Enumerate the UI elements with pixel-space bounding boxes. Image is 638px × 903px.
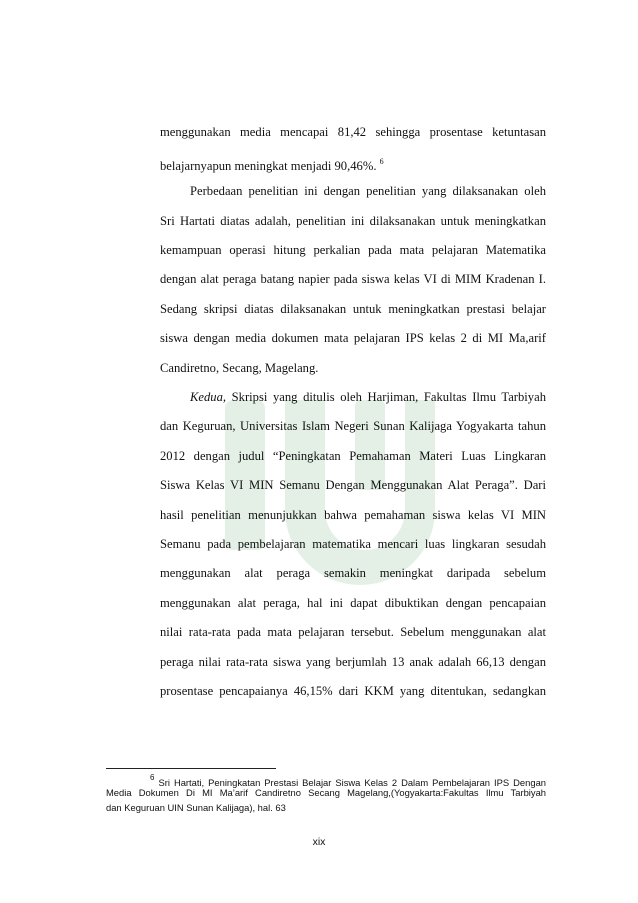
body-line-4: Sri Hartati diatas adalah, penelitian ini dilaksanakan untuk meningkatkan — [160, 214, 546, 228]
body-line-7: Sedang skripsi diatas dilaksanakan untuk meningkatkan prestasi belajar — [160, 302, 546, 316]
footnote-separator — [106, 768, 276, 769]
body-line-10: Kedua, Skripsi yang ditulis oleh Harjiman, Fakultas Ilmu Tarbiyah — [190, 390, 546, 404]
body-line-3: Perbedaan penelitian ini dengan penelitian yang dilaksanakan oleh — [190, 184, 546, 198]
body-line-14: hasil penelitian menunjukkan bahwa pemahaman siswa kelas VI MIN — [160, 508, 546, 522]
footnote-line-1: $^6$ Sri Hartati, Peningkatan Prestasi Belajar Siswa Kelas 2 Dalam Pembelajaran IPS Dengan — [150, 773, 546, 788]
body-line-20: prosentase pencapaianya 46,15% dari KKM yang ditentukan, sedangkan — [160, 684, 546, 698]
footnote-reference: 6 — [379, 157, 384, 166]
body-line-2: belajarnyapun meningkat menjadi 90,46%. $^6$ — [160, 157, 384, 173]
footnote-line-3: dan Keguruan UIN Sunan Kalijaga), hal. 63 — [106, 802, 286, 813]
body-line-12: 2012 dengan judul “Peningkatan Pemahaman Materi Luas Lingkaran — [160, 449, 546, 463]
body-line-18: nilai rata-rata pada mata pelajaran tersebut. Sebelum menggunakan alat — [160, 625, 546, 639]
body-line-6: dengan alat peraga batang napier pada siswa kelas VI di MIM Kradenan I. — [160, 272, 546, 286]
body-line-9: Candiretno, Secang, Magelang. — [160, 361, 319, 375]
page-number: xix — [312, 836, 326, 848]
body-line-13: Siswa Kelas VI MIN Semanu Dengan Menggunakan Alat Peraga”. Dari — [160, 478, 546, 492]
footnote-number: 6 — [150, 773, 155, 782]
body-line-15: Semanu pada pembelajaran matematika mencari luas lingkaran sesudah — [160, 537, 546, 551]
footnote-line-2: Media Dokumen Di MI Ma’arif Candiretno Secang Magelang,(Yogyakarta:Fakultas Ilmu Tarbiyah — [106, 787, 546, 798]
body-line-1: menggunakan media mencapai 81,42 sehingga prosentase ketuntasan — [160, 125, 546, 139]
body-line-5: kemampuan operasi hitung perkalian pada mata pelajaran Matematika — [160, 243, 546, 257]
body-line-8: siswa dengan media dokumen mata pelajaran IPS kelas 2 di MI Ma,arif — [160, 331, 546, 345]
body-line-17: menggunakan alat peraga, hal ini dapat dibuktikan dengan pencapaian — [160, 596, 546, 610]
body-line-11: dan Keguruan, Universitas Islam Negeri Sunan Kalijaga Yogyakarta tahun — [160, 419, 546, 433]
body-line-16: menggunakan alat peraga semakin meningkat daripada sebelum — [160, 566, 546, 580]
body-line-19: peraga nilai rata-rata siswa yang berjumlah 13 anak adalah 66,13 dengan — [160, 655, 546, 669]
